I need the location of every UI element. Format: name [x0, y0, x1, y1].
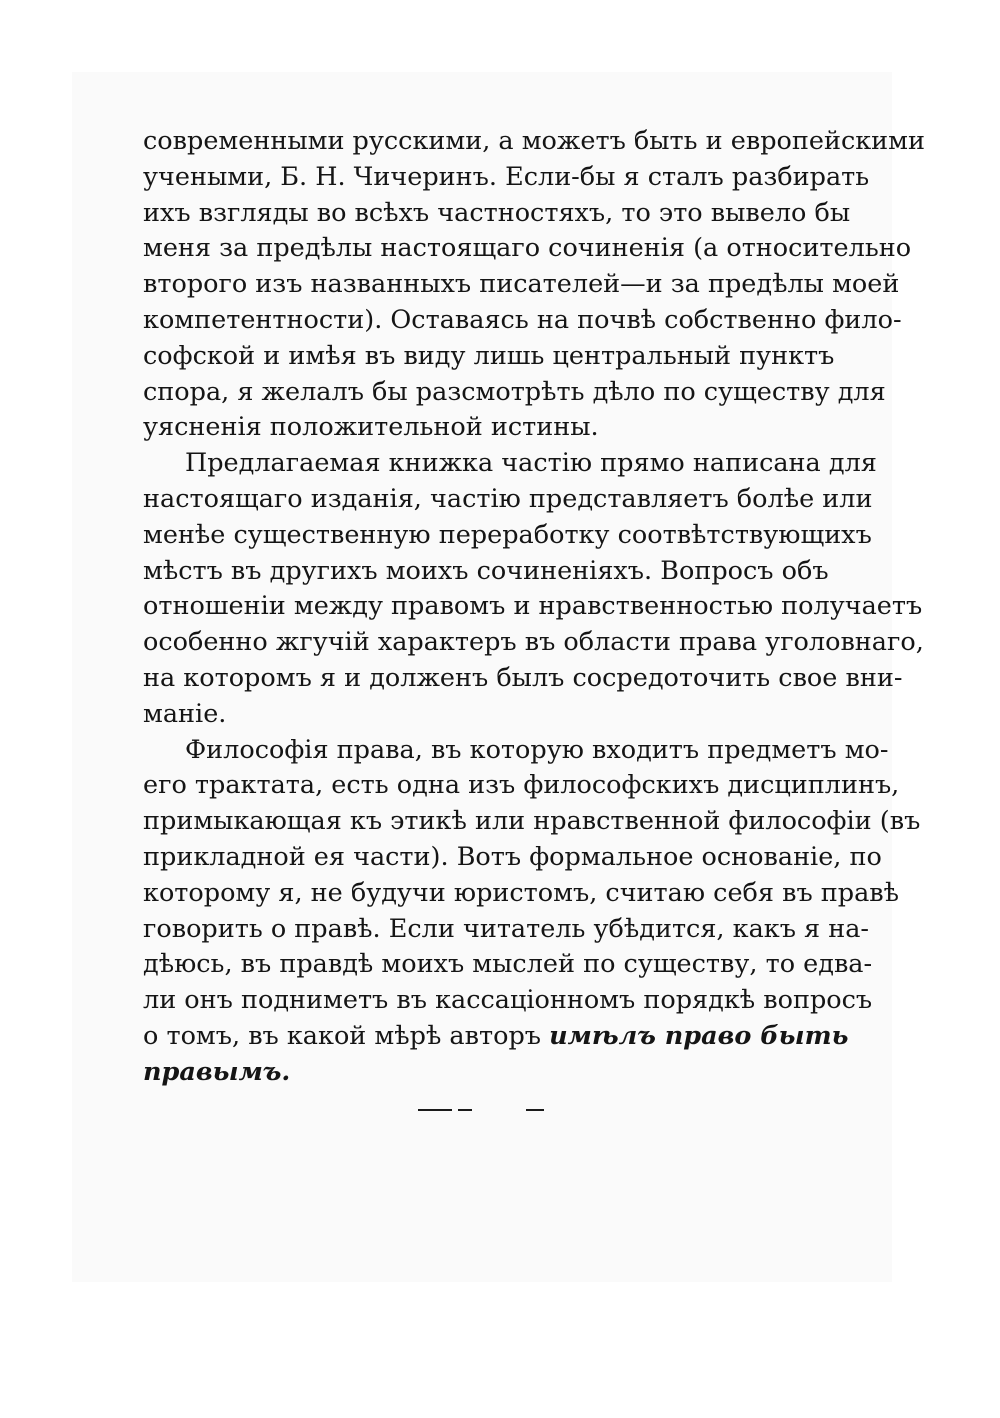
end-rule — [526, 1109, 544, 1111]
paragraph-1 — [143, 124, 925, 446]
text-line: которому я, не будучи юристомъ, считаю себя въ правѣ — [143, 877, 900, 908]
text-line: его трактата, есть одна изъ философскихъ дисциплинъ, — [143, 770, 900, 801]
paragraph-2 — [143, 446, 924, 732]
text-line: учеными, Б. Н. Чичеринъ. Если-бы я сталъ разбирать — [143, 161, 870, 192]
text-line: на которомъ я и долженъ былъ сосредоточить свое вни- — [143, 662, 903, 693]
text-line: настоящаго изданія, частію представляетъ болѣе или — [143, 483, 873, 514]
text-line: уясненія положительной истины. — [143, 412, 599, 443]
end-rule — [418, 1109, 452, 1111]
text-line-italic: правымъ. — [143, 1056, 291, 1087]
text-line: примыкающая къ этикѣ или нравственной философіи (въ — [143, 806, 921, 837]
paragraph-3 — [143, 733, 921, 1091]
text-line: Предлагаемая книжка частію прямо написана для — [185, 448, 877, 479]
page-text — [143, 124, 925, 1091]
text-line: Философія права, въ которую входитъ предметъ мо- — [185, 734, 889, 765]
text-line: прикладной ея части). Вотъ формальное основаніе, по — [143, 841, 882, 872]
text-line: ихъ взгляды во всѣхъ частностяхъ, то это вывело бы — [143, 197, 851, 228]
text-line: софской и имѣя въ виду лишь центральный пунктъ — [143, 340, 835, 371]
text-line: отношеніи между правомъ и нравственностью получаетъ — [143, 591, 923, 622]
text-line: современными русскими, а можетъ быть и европейскими — [143, 126, 925, 156]
text-line: компетентности). Оставаясь на почвѣ собственно фило- — [143, 304, 902, 335]
text-line: дѣюсь, въ правдѣ моихъ мыслей по существу, то едва- — [143, 949, 873, 980]
text-line: менѣе существенную переработку соотвѣтствующихъ — [143, 519, 872, 550]
text-line: второго изъ названныхъ писателей—и за предѣлы моей — [143, 269, 900, 300]
text-line: говорить о правѣ. Если читатель убѣдится, какъ я на- — [143, 913, 870, 944]
text-line: мѣстъ въ другихъ моихъ сочиненіяхъ. Вопросъ объ — [143, 555, 829, 586]
text-line: ли онъ подниметъ въ кассаціонномъ порядкѣ вопросъ — [143, 985, 873, 1016]
text-line: спора, я желалъ бы разсмотрѣть дѣло по существу для — [143, 376, 886, 407]
text-run: о томъ, въ какой мѣрѣ авторъ — [143, 1020, 541, 1051]
text-line: маніе. — [143, 698, 227, 729]
end-rule — [458, 1109, 472, 1111]
text-line: меня за предѣлы настоящаго сочиненія (а относительно — [143, 233, 912, 264]
text-line — [143, 1019, 849, 1055]
italic-run: имѣлъ право быть — [549, 1020, 849, 1051]
text-line: особенно жгучій характеръ въ области права уголовнаго, — [143, 627, 924, 658]
